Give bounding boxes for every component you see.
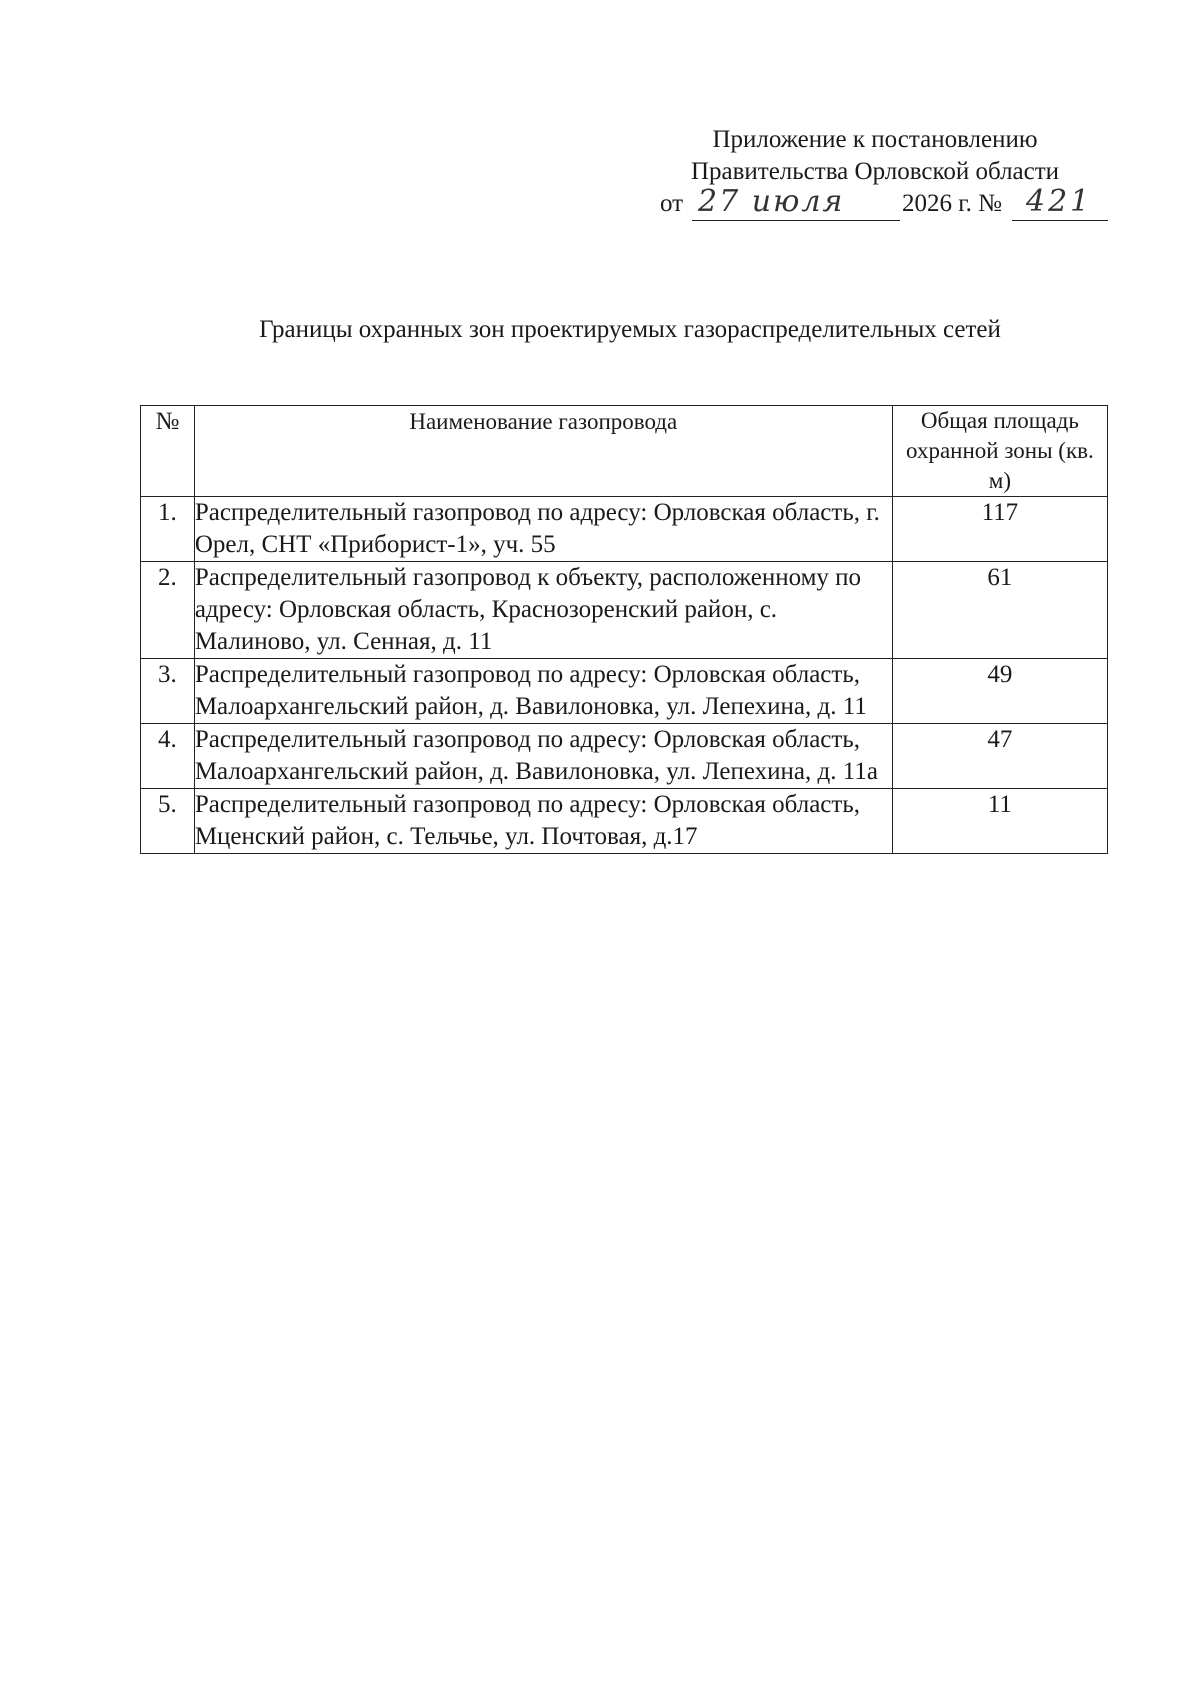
row-area: 47 <box>892 724 1107 789</box>
row-name: Распределительный газопровод по адресу: Орловская область, Малоархангельский район, д. Вавилоновка, ул. Лепехина, д. 11 <box>194 659 892 724</box>
table-row <box>141 659 1108 724</box>
appendix-date-line <box>640 184 1110 220</box>
row-num: 4. <box>141 724 195 789</box>
document-title: Границы охранных зон проектируемых газораспределительных сетей <box>259 316 1001 343</box>
date-prefix: от <box>660 190 684 217</box>
table-header-row <box>141 406 1108 497</box>
row-num: 3. <box>141 659 195 724</box>
row-area: 61 <box>892 562 1107 659</box>
row-num: 1. <box>141 497 195 562</box>
table-row <box>141 724 1108 789</box>
handwritten-date: 27 июля <box>692 188 900 221</box>
table-row <box>141 497 1108 562</box>
handwritten-number: 421 <box>1012 188 1108 221</box>
row-area: 11 <box>892 789 1107 854</box>
zones-table <box>140 405 1108 854</box>
header-num: № <box>141 406 195 497</box>
row-num: 2. <box>141 562 195 659</box>
header-name: Наименование газопровода <box>194 406 892 497</box>
appendix-line-1: Приложение к постановлению <box>712 126 1038 153</box>
row-num: 5. <box>141 789 195 854</box>
appendix-line-2: Правительства Орловской области <box>690 158 1060 185</box>
year-number-label: 2026 г. № <box>902 190 1003 217</box>
row-name: Распределительный газопровод к объекту, расположенному по адресу: Орловская область, Краснозоренский район, с. Малиново, ул. Сенная, д. 11 <box>194 562 892 659</box>
table-row <box>141 789 1108 854</box>
row-name: Распределительный газопровод по адресу: Орловская область, г. Орел, СНТ «Приборист-1», уч. 55 <box>194 497 892 562</box>
appendix-header <box>640 124 1110 220</box>
row-area: 117 <box>892 497 1107 562</box>
row-area: 49 <box>892 659 1107 724</box>
table-row <box>141 562 1108 659</box>
row-name: Распределительный газопровод по адресу: Орловская область, Мценский район, с. Тельчье, ул. Почтовая, д.17 <box>194 789 892 854</box>
header-area: Общая площадь охранной зоны (кв. м) <box>892 406 1107 497</box>
row-name: Распределительный газопровод по адресу: Орловская область, Малоархангельский район, д. Вавилоновка, ул. Лепехина, д. 11а <box>194 724 892 789</box>
